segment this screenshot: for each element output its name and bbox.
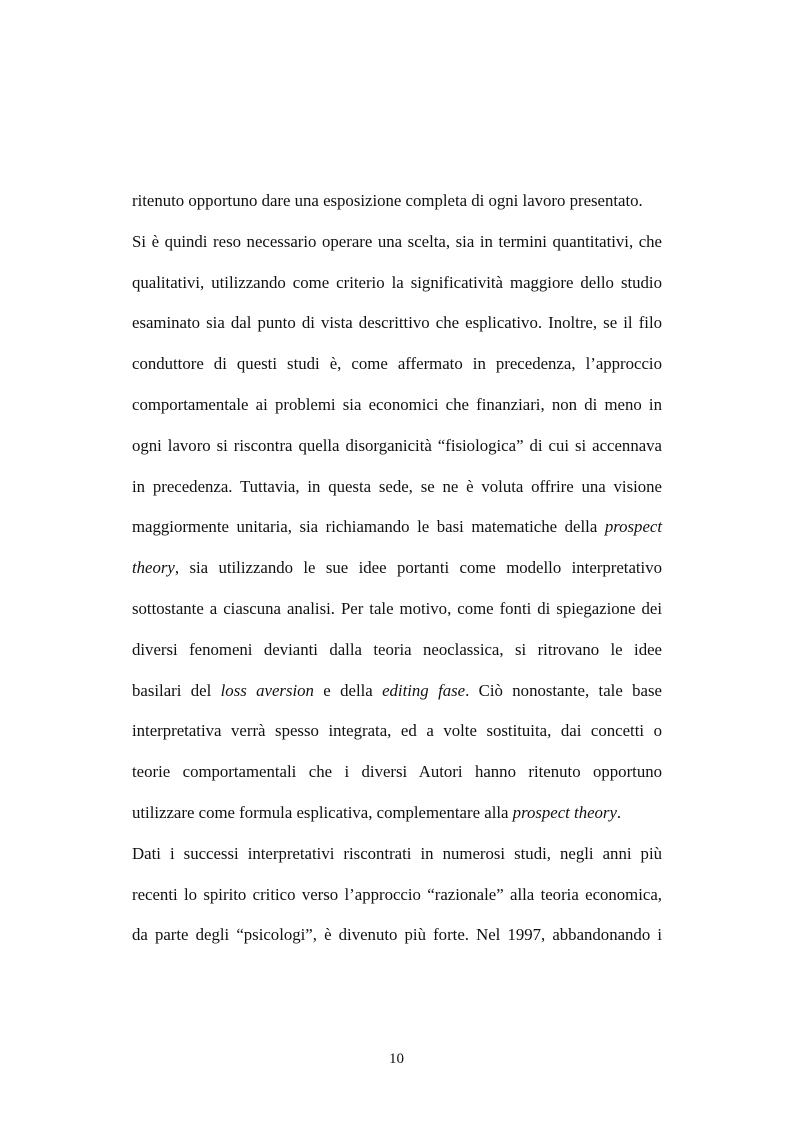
text-run: interpretativa verrà spesso integrata, ed a volte sostituita, dai concetti o (132, 721, 662, 741)
text-line (132, 268, 662, 309)
text-run: in precedenza. Tuttavia, in questa sede, se ne è voluta offrire una visione (132, 476, 662, 496)
text-run: da parte degli “psicologi”, è divenuto più forte. Nel 1997, abbandonando i (132, 925, 662, 945)
text-line (132, 390, 662, 431)
text-run: esaminato sia dal punto di vista descrittivo che esplicativo. Inoltre, se il filo (132, 313, 662, 333)
text-run: e della (313, 680, 383, 700)
text-run: sottostante a ciascuna analisi. Per tale motivo, come fonti di spiegazione dei (132, 598, 662, 618)
text-line (132, 757, 662, 798)
italic-term: theory (132, 558, 175, 578)
page-number: 10 (389, 1051, 404, 1067)
text-run: basilari del (132, 680, 221, 700)
text-run: Si è quindi reso necessario operare una scelta, sia in termini quantitativi, che (132, 231, 662, 251)
text-line (132, 716, 662, 757)
text-run: ritenuto opportuno dare una esposizione completa di ogni lavoro presentato. (132, 191, 643, 210)
text-run: , sia utilizzando le sue idee portanti come modello interpretativo (174, 558, 662, 578)
text-run: . (616, 802, 622, 822)
text-run: maggiormente unitaria, sia richiamando le basi matematiche della (132, 517, 605, 537)
text-line (132, 676, 662, 717)
text-run: diversi fenomeni devianti dalla teoria neoclassica, si ritrovano le idee (132, 639, 662, 659)
text-line (132, 349, 662, 390)
text-run: comportamentale ai problemi sia economici che finanziari, non di meno in (132, 394, 662, 414)
text-line (132, 227, 662, 268)
text-line (132, 798, 662, 839)
text-run: utilizzare come formula esplicativa, complementare alla (132, 802, 513, 822)
text-run: qualitativi, utilizzando come criterio la significatività maggiore dello studio (132, 272, 662, 292)
text-line (132, 512, 662, 553)
italic-term: editing fase (382, 680, 466, 700)
text-run: Dati i successi interpretativi riscontrati in numerosi studi, negli anni più (132, 843, 662, 863)
text-line (132, 880, 662, 921)
text-line (132, 594, 662, 635)
text-run: teorie comportamentali che i diversi Autori hanno ritenuto opportuno (132, 762, 662, 782)
body-text (132, 186, 662, 961)
text-line (132, 635, 662, 676)
italic-term: prospect theory (512, 802, 617, 822)
text-line (132, 431, 662, 472)
text-run: recenti lo spirito critico verso l’approccio “razionale” alla teoria economica, (132, 884, 662, 904)
text-run: . Ciò nonostante, tale base (465, 680, 662, 700)
text-line (132, 472, 662, 513)
text-line (132, 186, 662, 227)
text-line (132, 308, 662, 349)
text-line (132, 920, 662, 961)
text-line (132, 839, 662, 880)
text-run: ogni lavoro si riscontra quella disorganicità “fisiologica” di cui si accennava (132, 435, 662, 455)
text-line (132, 553, 662, 594)
italic-term: loss aversion (220, 680, 314, 700)
italic-term: prospect (604, 517, 662, 537)
text-run: conduttore di questi studi è, come affermato in precedenza, l’approccio (132, 354, 662, 374)
